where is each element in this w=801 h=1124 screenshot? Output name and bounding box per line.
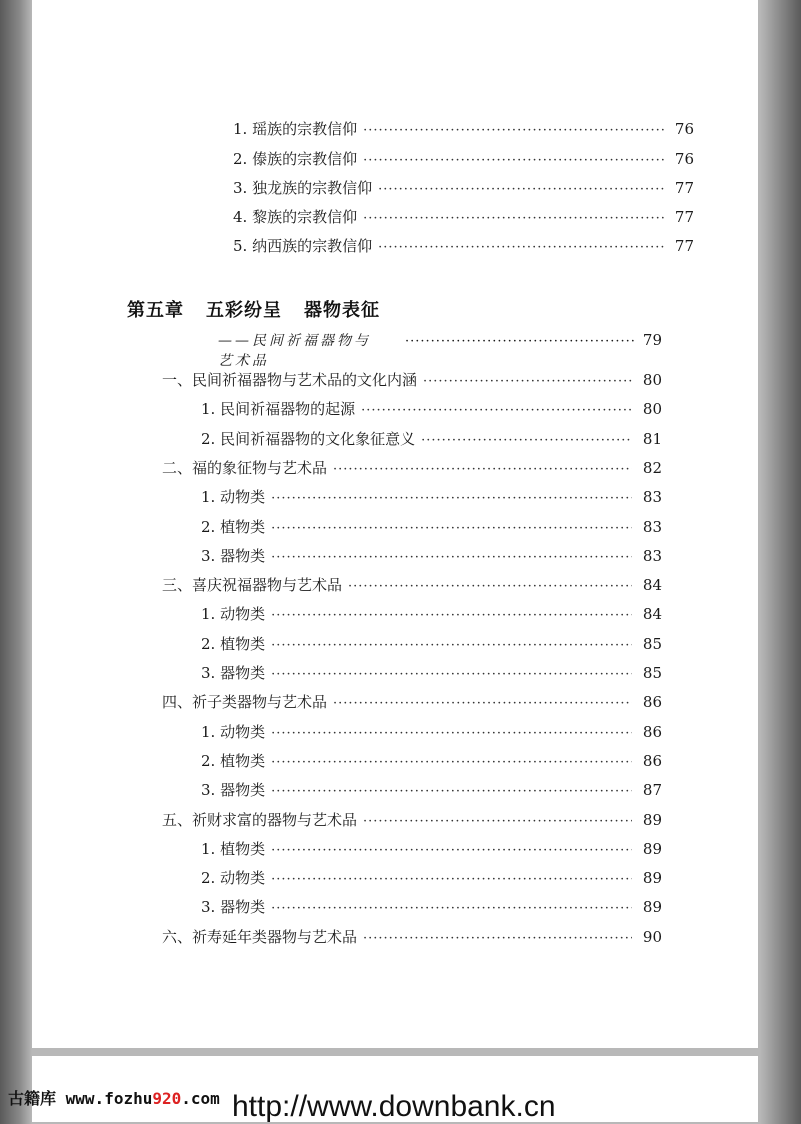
toc-entry-label: 二、福的象征物与艺术品 [162,459,328,477]
chapter-subtitle-text: ——民间祈福器物与艺术品 [218,333,371,369]
toc-entry-page: 77 [674,179,694,197]
chapter-subtitle[interactable] [218,330,662,369]
toc-entry[interactable] [233,177,694,199]
toc-entry[interactable] [201,838,662,860]
toc-entry-page: 80 [642,371,662,389]
toc-entry-label: 2. 动物类 [201,869,266,887]
toc-entry-label: 一、民间祈福器物与艺术品的文化内涵 [162,371,418,389]
leader-dots [378,179,664,201]
toc-entry-label: 四、祈子类器物与艺术品 [162,693,328,711]
toc-entry-label: 2. 傣族的宗教信仰 [233,150,358,168]
leader-dots [271,898,632,920]
leader-dots [363,208,664,230]
toc-entry-page: 77 [674,237,694,255]
toc-entry-label: 1. 民间祈福器物的起源 [201,400,356,418]
toc-entry-label: 3. 器物类 [201,898,266,916]
toc-entry[interactable] [201,516,662,538]
leader-dots [271,605,632,627]
leader-dots [421,430,632,452]
toc-entry-page: 76 [674,150,694,168]
toc-entry-page: 81 [642,430,662,448]
toc-entry-page: 83 [642,518,662,536]
toc-entry-page: 89 [642,840,662,858]
toc-entry-page: 80 [642,400,662,418]
leader-dots [333,693,632,715]
toc-entry-page: 86 [642,693,662,711]
toc-entry[interactable] [201,486,662,508]
toc-entry-page: 76 [674,120,694,138]
toc-entry-label: 2. 植物类 [201,752,266,770]
leader-dots [271,488,632,510]
leader-dots [333,459,632,481]
toc-entry-label: 5. 纳西族的宗教信仰 [233,237,373,255]
toc-entry[interactable] [201,545,662,567]
leader-dots [361,400,632,422]
toc-section-entry[interactable] [162,926,662,948]
toc-entry-label: 五、祈财求富的器物与艺术品 [162,811,358,829]
toc-entry-page: 89 [642,869,662,887]
toc-section-entry[interactable] [162,457,662,479]
leader-dots [271,869,632,891]
toc-entry-label: 4. 黎族的宗教信仰 [233,208,358,226]
chapter-page: 79 [642,331,662,349]
toc-entry[interactable] [201,721,662,743]
toc-entry-label: 1. 动物类 [201,488,266,506]
leader-dots [363,150,664,172]
leader-dots [348,576,632,598]
toc-entry-page: 89 [642,898,662,916]
toc-entry-page: 83 [642,488,662,506]
toc-entry[interactable] [201,633,662,655]
leader-dots [271,547,632,569]
toc-entry-label: 3. 器物类 [201,547,266,565]
toc-entry[interactable] [233,235,694,257]
toc-entry-label: 三、喜庆祝福器物与艺术品 [162,576,343,594]
toc-entry-page: 90 [642,928,662,946]
toc-entry-page: 86 [642,723,662,741]
leader-dots [378,237,664,259]
toc-entry[interactable] [201,398,662,420]
leader-dots [271,518,632,540]
leader-dots [271,840,632,862]
leader-dots [271,723,632,745]
toc-entry-label: 2. 民间祈福器物的文化象征意义 [201,430,416,448]
toc-entry-page: 83 [642,547,662,565]
leader-dots [363,928,632,950]
toc-entry-label: 3. 器物类 [201,781,266,799]
toc-entry-page: 85 [642,635,662,653]
chapter-title-b: 器物表征 [304,300,380,321]
chapter-heading[interactable] [127,296,380,322]
leader-dots [423,371,632,393]
toc-entry-label: 2. 植物类 [201,518,266,536]
toc-entry-label: 1. 植物类 [201,840,266,858]
toc-entry-page: 84 [642,605,662,623]
toc-entry[interactable] [201,603,662,625]
leader-dots [363,811,632,833]
toc-section-entry[interactable] [162,574,662,596]
toc-entry-label: 六、祈寿延年类器物与艺术品 [162,928,358,946]
leader-dots [271,752,632,774]
toc-section-entry[interactable] [162,809,662,831]
toc-entry[interactable] [201,867,662,889]
toc-entry-label: 1. 动物类 [201,723,266,741]
toc-entry[interactable] [233,206,694,228]
toc-entry-label: 3. 器物类 [201,664,266,682]
leader-dots [271,781,632,803]
leader-dots [405,334,637,349]
toc-entry-page: 89 [642,811,662,829]
toc-entry[interactable] [201,896,662,918]
toc-entry[interactable] [201,779,662,801]
toc-entry-page: 87 [642,781,662,799]
toc-entry[interactable] [201,428,662,450]
toc-section-entry[interactable] [162,691,662,713]
toc-entry-page: 82 [642,459,662,477]
toc-entry[interactable] [201,750,662,772]
leader-dots [271,635,632,657]
chapter-title-a: 五彩纷呈 [206,300,282,321]
toc-entry-page: 86 [642,752,662,770]
toc-entry-label: 1. 动物类 [201,605,266,623]
watermark-downbank: http://www.downbank.cn [232,1090,556,1123]
toc-entry[interactable] [233,148,694,170]
toc-section-entry[interactable] [162,369,662,391]
toc-entry-label: 1. 瑶族的宗教信仰 [233,120,358,138]
toc-entry-page: 77 [674,208,694,226]
toc-entry-label: 2. 植物类 [201,635,266,653]
watermark-fozhu: 古籍库 www.fozhu920.com [8,1089,220,1108]
toc-entry-label: 3. 独龙族的宗教信仰 [233,179,373,197]
toc-entry-page: 84 [642,576,662,594]
leader-dots [271,664,632,686]
toc-entry-page: 85 [642,664,662,682]
chapter-number: 第五章 [127,300,184,321]
leader-dots [363,120,664,142]
toc-entry[interactable] [233,118,694,140]
toc-entry[interactable] [201,662,662,684]
